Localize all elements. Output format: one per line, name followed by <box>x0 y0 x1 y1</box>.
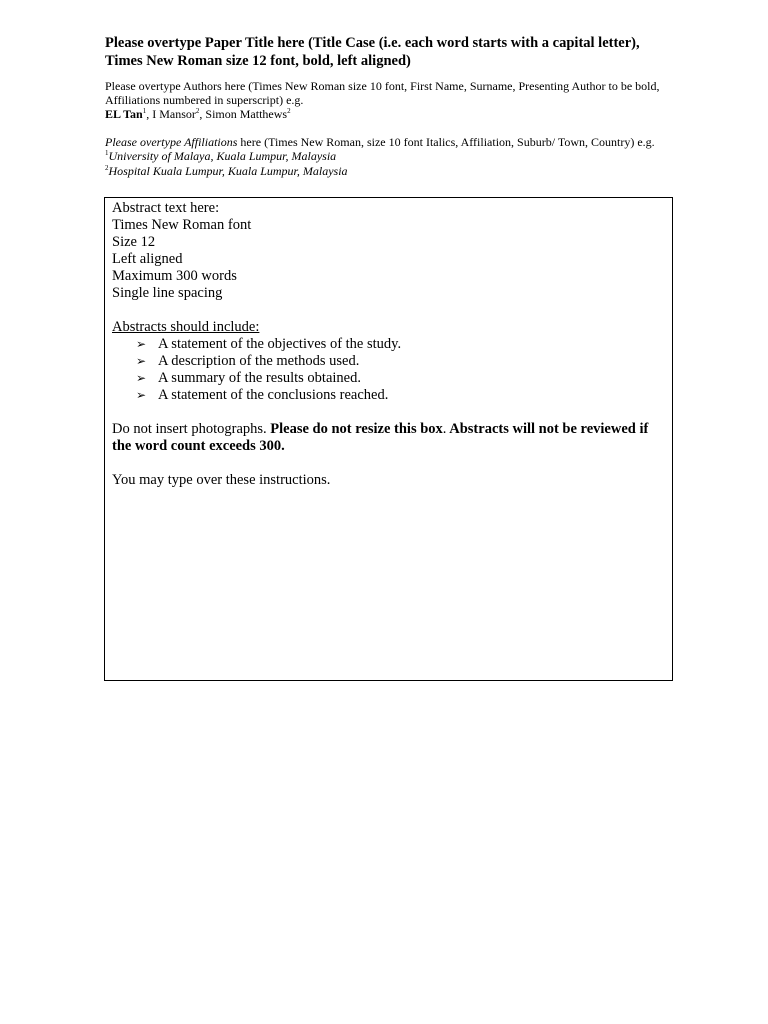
affiliations-instruction-rest: here (Times New Roman, size 10 font Italics, Affiliation, Suburb/ Town, Country) e.g. <box>237 135 655 149</box>
affiliation-line[interactable] <box>105 164 705 179</box>
affiliation-number: 2 <box>105 163 109 172</box>
period: . <box>442 421 447 437</box>
author-separator: , <box>146 107 153 121</box>
resize-note: Please do not resize this box <box>270 421 443 437</box>
include-list <box>112 336 665 404</box>
author-name: Simon Matthews <box>205 107 288 121</box>
affiliation-number: 1 <box>105 149 109 157</box>
abstract-line: Size 12 <box>112 234 156 250</box>
author-name: I Mansor <box>152 107 196 121</box>
arrow-bullet-icon: ➢ <box>136 371 147 385</box>
abstract-box[interactable] <box>104 197 673 681</box>
list-item <box>136 353 665 370</box>
affiliations-instruction[interactable] <box>105 135 705 149</box>
overtype-note: You may type over these instructions. <box>112 472 331 488</box>
list-item-text: A description of the methods used. <box>158 353 360 369</box>
affiliation-text: University of Malaya, Kuala Lumpur, Malaysia <box>108 149 337 163</box>
authors-example[interactable] <box>105 107 705 121</box>
word-count-note: Abstracts will not be reviewed if the word count exceeds 300. <box>112 421 649 454</box>
list-item-text: A statement of the objectives of the study. <box>158 336 402 352</box>
paper-title[interactable]: Please overtype Paper Title here (Title Case (i.e. each word starts with a capital letter), Times New Roman size 12 font, bold, left aligned) <box>105 35 640 69</box>
author-affiliation-number: 2 <box>195 107 200 115</box>
author-affiliation-number: 1 <box>142 107 147 115</box>
affiliation-text: Hospital Kuala Lumpur, Kuala Lumpur, Malaysia <box>108 163 348 178</box>
authors-instruction[interactable]: Please overtype Authors here (Times New Roman size 10 font, First Name, Surname, Presenting Author to be bold, Affiliations numbered in superscript) e.g. <box>105 79 660 107</box>
photo-instructions <box>112 421 665 455</box>
paragraph-gap <box>112 404 665 421</box>
affiliation-line[interactable] <box>105 149 705 164</box>
list-item <box>136 336 665 353</box>
paragraph-gap <box>112 455 665 472</box>
include-heading: Abstracts should include: <box>112 319 260 335</box>
arrow-bullet-icon: ➢ <box>136 337 147 351</box>
arrow-bullet-icon: ➢ <box>136 354 147 368</box>
paragraph-gap <box>112 302 665 319</box>
list-item <box>136 370 665 387</box>
presenting-author-name: EL Tan <box>105 107 143 121</box>
abstract-line: Left aligned <box>112 251 183 267</box>
list-item-text: A summary of the results obtained. <box>158 370 361 386</box>
list-item <box>136 387 665 404</box>
abstract-line: Abstract text here: <box>112 200 220 216</box>
photo-note: Do not insert photographs. <box>112 421 271 437</box>
document-header <box>105 34 705 178</box>
arrow-bullet-icon: ➢ <box>136 388 147 402</box>
author-separator: , <box>199 107 206 121</box>
abstract-line: Times New Roman font <box>112 217 252 233</box>
abstract-line: Maximum 300 words <box>112 268 237 284</box>
abstract-line: Single line spacing <box>112 285 223 301</box>
affiliations-instruction-italic: Please overtype Affiliations <box>105 135 238 149</box>
list-item-text: A statement of the conclusions reached. <box>158 387 389 403</box>
author-affiliation-number: 2 <box>287 107 291 115</box>
